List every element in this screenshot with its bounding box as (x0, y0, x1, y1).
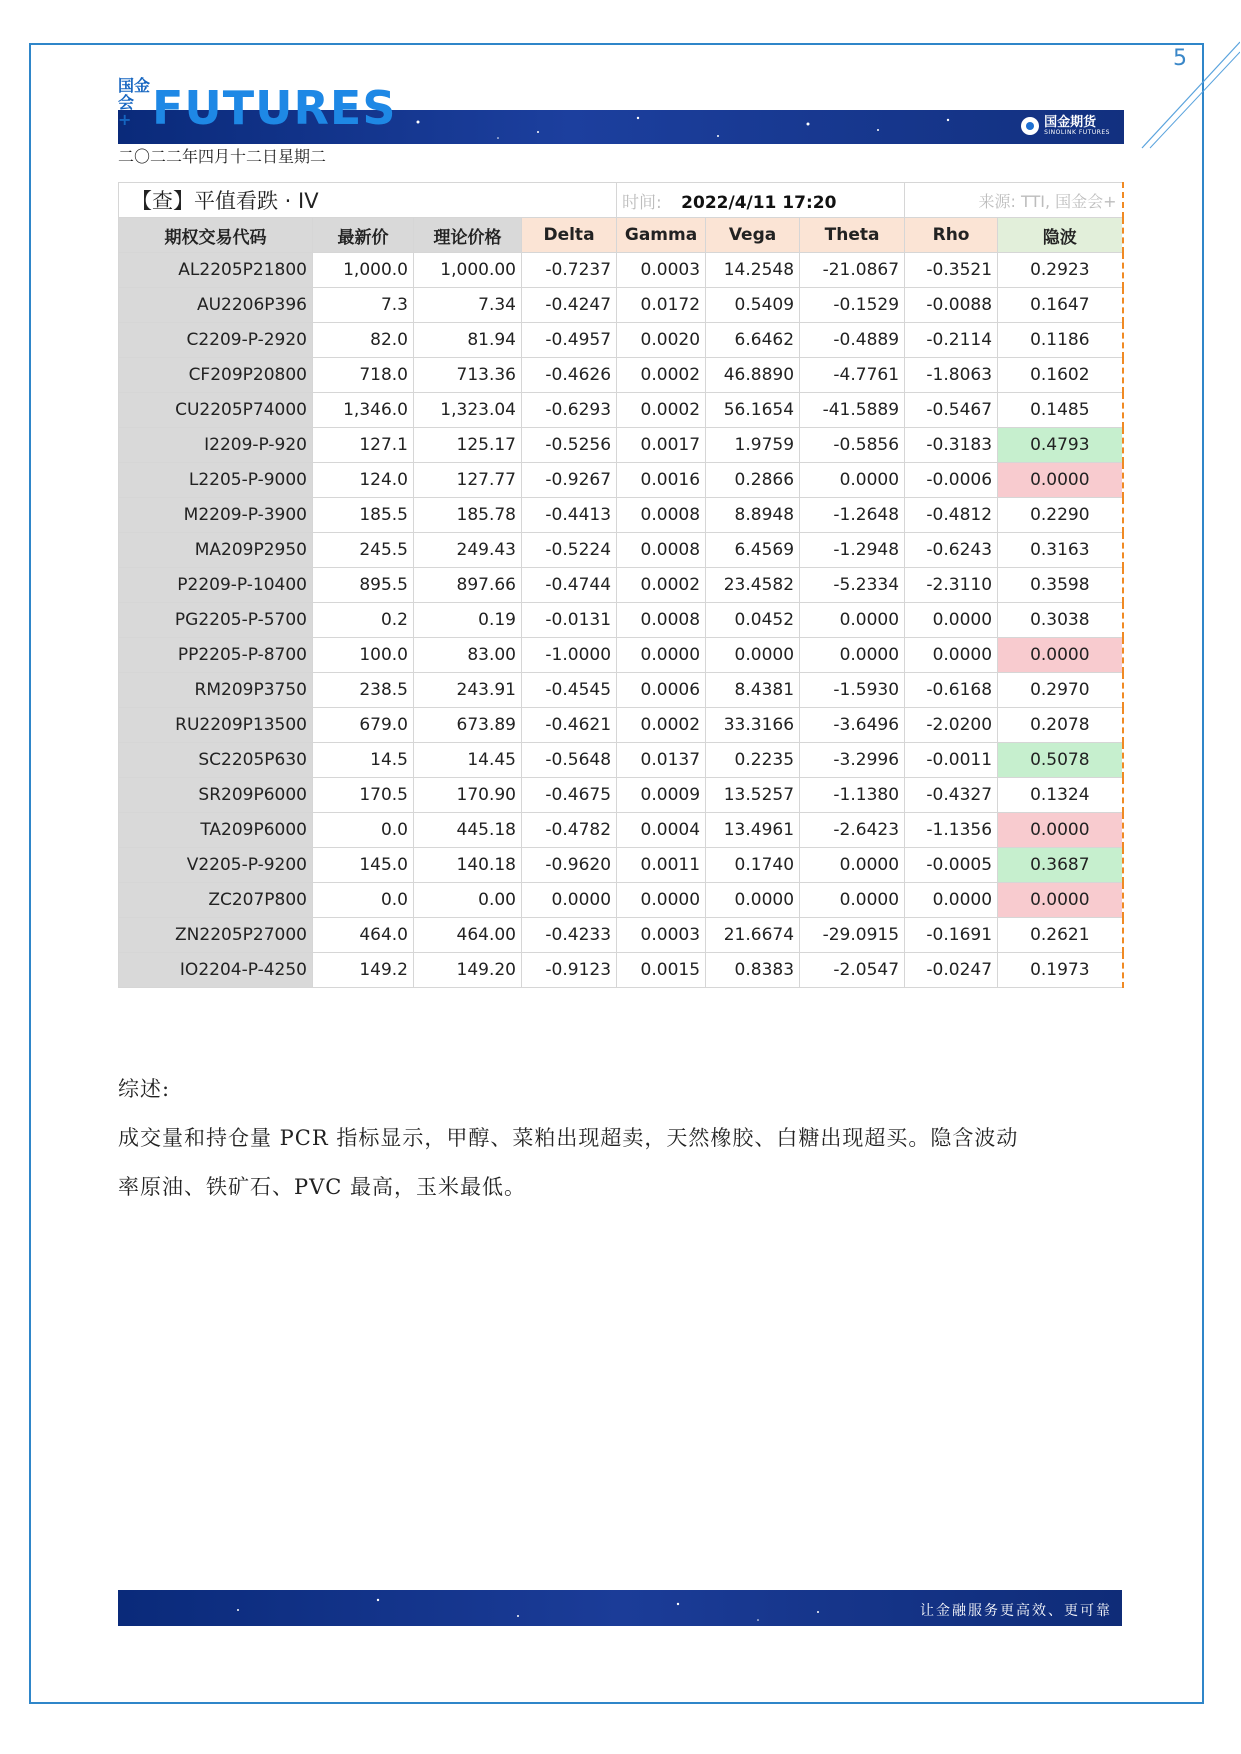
vega-cell: 13.4961 (706, 813, 800, 848)
vega-cell: 8.8948 (706, 498, 800, 533)
theory-price-cell: 14.45 (414, 743, 522, 778)
rho-cell: -1.8063 (905, 358, 998, 393)
iv-cell: 0.3163 (998, 533, 1123, 568)
last-price-cell: 14.5 (313, 743, 414, 778)
time-label: 时间: (622, 192, 662, 213)
vega-cell: 1.9759 (706, 428, 800, 463)
option-code-cell: SR209P6000 (119, 778, 313, 813)
rho-cell: -0.2114 (905, 323, 998, 358)
theta-cell: -4.7761 (800, 358, 905, 393)
rho-cell: -0.5467 (905, 393, 998, 428)
column-header: Rho (905, 218, 998, 253)
table-row (119, 778, 1123, 813)
last-price-cell: 0.0 (313, 813, 414, 848)
theory-price-cell: 249.43 (414, 533, 522, 568)
iv-cell: 0.1186 (998, 323, 1123, 358)
vega-cell: 13.5257 (706, 778, 800, 813)
theta-cell: -2.6423 (800, 813, 905, 848)
brand-logo (1021, 116, 1110, 136)
vega-cell: 0.0452 (706, 603, 800, 638)
vega-cell: 46.8890 (706, 358, 800, 393)
delta-cell: -0.4626 (522, 358, 617, 393)
table-row (119, 288, 1123, 323)
delta-cell: -0.5648 (522, 743, 617, 778)
options-table-wrap (118, 182, 1122, 988)
theta-cell: 0.0000 (800, 883, 905, 918)
gamma-cell: 0.0003 (617, 918, 706, 953)
vega-cell: 6.4569 (706, 533, 800, 568)
option-code-cell: ZN2205P27000 (119, 918, 313, 953)
table-row (119, 568, 1123, 603)
iv-cell: 0.2290 (998, 498, 1123, 533)
option-code-cell: PP2205-P-8700 (119, 638, 313, 673)
option-code-cell: TA209P6000 (119, 813, 313, 848)
theta-cell: 0.0000 (800, 463, 905, 498)
table-row (119, 953, 1123, 988)
gamma-cell: 0.0002 (617, 568, 706, 603)
rho-cell: -2.0200 (905, 708, 998, 743)
brand-name-en: SINOLINK FUTURES (1044, 129, 1110, 136)
table-row (119, 253, 1123, 288)
theta-cell: 0.0000 (800, 638, 905, 673)
table-row (119, 638, 1123, 673)
option-code-cell: IO2204-P-4250 (119, 953, 313, 988)
summary-section (118, 1065, 1118, 1212)
rho-cell: -0.3183 (905, 428, 998, 463)
theta-cell: 0.0000 (800, 603, 905, 638)
iv-cell: 0.2970 (998, 673, 1123, 708)
table-source: 来源: TTI, 国金会+ (905, 183, 1123, 218)
last-price-cell: 1,000.0 (313, 253, 414, 288)
last-price-cell: 679.0 (313, 708, 414, 743)
gamma-cell: 0.0137 (617, 743, 706, 778)
delta-cell: -0.4621 (522, 708, 617, 743)
theta-cell: -29.0915 (800, 918, 905, 953)
delta-cell: -0.4675 (522, 778, 617, 813)
theta-cell: -1.1380 (800, 778, 905, 813)
theory-price-cell: 170.90 (414, 778, 522, 813)
theta-cell: -21.0867 (800, 253, 905, 288)
table-row (119, 393, 1123, 428)
theta-cell: -3.2996 (800, 743, 905, 778)
last-price-cell: 82.0 (313, 323, 414, 358)
rho-cell: -0.0088 (905, 288, 998, 323)
last-price-cell: 1,346.0 (313, 393, 414, 428)
table-row (119, 673, 1123, 708)
gamma-cell: 0.0015 (617, 953, 706, 988)
table-header-row (119, 218, 1123, 253)
table-time (617, 183, 905, 218)
delta-cell: -0.9123 (522, 953, 617, 988)
rho-cell: -0.4327 (905, 778, 998, 813)
last-price-cell: 185.5 (313, 498, 414, 533)
last-price-cell: 7.3 (313, 288, 414, 323)
theta-cell: -0.4889 (800, 323, 905, 358)
iv-cell: 0.0000 (998, 463, 1123, 498)
table-row (119, 883, 1123, 918)
gamma-cell: 0.0004 (617, 813, 706, 848)
option-code-cell: P2209-P-10400 (119, 568, 313, 603)
table-row (119, 743, 1123, 778)
delta-cell: -0.4247 (522, 288, 617, 323)
option-code-cell: CU2205P74000 (119, 393, 313, 428)
theory-price-cell: 125.17 (414, 428, 522, 463)
gamma-cell: 0.0008 (617, 533, 706, 568)
theta-cell: -5.2334 (800, 568, 905, 603)
iv-cell: 0.4793 (998, 428, 1123, 463)
vega-cell: 56.1654 (706, 393, 800, 428)
rho-cell: 0.0000 (905, 603, 998, 638)
vega-cell: 0.0000 (706, 638, 800, 673)
delta-cell: -1.0000 (522, 638, 617, 673)
brand-mark-icon (1021, 117, 1039, 135)
summary-line: 率原油、铁矿石、PVC 最高，玉米最低。 (118, 1175, 527, 1199)
rho-cell: -0.4812 (905, 498, 998, 533)
last-price-cell: 100.0 (313, 638, 414, 673)
gamma-cell: 0.0002 (617, 708, 706, 743)
vega-cell: 0.5409 (706, 288, 800, 323)
delta-cell: -0.0131 (522, 603, 617, 638)
gamma-cell: 0.0008 (617, 498, 706, 533)
rho-cell: -2.3110 (905, 568, 998, 603)
rho-cell: -0.6243 (905, 533, 998, 568)
last-price-cell: 145.0 (313, 848, 414, 883)
gamma-cell: 0.0000 (617, 883, 706, 918)
rho-cell: -0.0005 (905, 848, 998, 883)
column-header: Vega (706, 218, 800, 253)
theory-price-cell: 81.94 (414, 323, 522, 358)
rho-cell: -0.0247 (905, 953, 998, 988)
option-code-cell: C2209-P-2920 (119, 323, 313, 358)
column-header: Theta (800, 218, 905, 253)
iv-cell: 0.2923 (998, 253, 1123, 288)
column-header: Delta (522, 218, 617, 253)
theory-price-cell: 445.18 (414, 813, 522, 848)
rho-cell: -1.1356 (905, 813, 998, 848)
table-row (119, 358, 1123, 393)
last-price-cell: 0.0 (313, 883, 414, 918)
delta-cell: -0.4957 (522, 323, 617, 358)
theta-cell: -1.2648 (800, 498, 905, 533)
gamma-cell: 0.0020 (617, 323, 706, 358)
last-price-cell: 149.2 (313, 953, 414, 988)
delta-cell: -0.5256 (522, 428, 617, 463)
iv-cell: 0.1647 (998, 288, 1123, 323)
delta-cell: -0.9620 (522, 848, 617, 883)
delta-cell: -0.9267 (522, 463, 617, 498)
vega-cell: 21.6674 (706, 918, 800, 953)
logo-cn (118, 77, 152, 128)
iv-cell: 0.0000 (998, 638, 1123, 673)
option-code-cell: L2205-P-9000 (119, 463, 313, 498)
iv-cell: 0.2621 (998, 918, 1123, 953)
option-code-cell: RU2209P13500 (119, 708, 313, 743)
column-header: 隐波 (998, 218, 1123, 253)
gamma-cell: 0.0009 (617, 778, 706, 813)
last-price-cell: 0.2 (313, 603, 414, 638)
column-header: 最新价 (313, 218, 414, 253)
delta-cell: -0.6293 (522, 393, 617, 428)
report-date: 二〇二二年四月十二日星期二 (118, 147, 327, 166)
theta-cell: -41.5889 (800, 393, 905, 428)
delta-cell: -0.5224 (522, 533, 617, 568)
option-code-cell: CF209P20800 (119, 358, 313, 393)
theta-cell: -2.0547 (800, 953, 905, 988)
last-price-cell: 170.5 (313, 778, 414, 813)
iv-cell: 0.1324 (998, 778, 1123, 813)
iv-cell: 0.3687 (998, 848, 1123, 883)
logo-cn-line1: 国金 (118, 76, 151, 95)
theory-price-cell: 149.20 (414, 953, 522, 988)
vega-cell: 0.8383 (706, 953, 800, 988)
table-row (119, 813, 1123, 848)
theory-price-cell: 1,000.00 (414, 253, 522, 288)
gamma-cell: 0.0003 (617, 253, 706, 288)
last-price-cell: 127.1 (313, 428, 414, 463)
gamma-cell: 0.0172 (617, 288, 706, 323)
theory-price-cell: 243.91 (414, 673, 522, 708)
delta-cell: -0.4782 (522, 813, 617, 848)
iv-cell: 0.1973 (998, 953, 1123, 988)
theory-price-cell: 897.66 (414, 568, 522, 603)
last-price-cell: 245.5 (313, 533, 414, 568)
table-title: 【查】平值看跌 · IV (119, 183, 617, 218)
option-code-cell: I2209-P-920 (119, 428, 313, 463)
option-code-cell: MA209P2950 (119, 533, 313, 568)
theory-price-cell: 83.00 (414, 638, 522, 673)
brand-name-cn: 国金期货 (1044, 115, 1097, 130)
iv-cell: 0.0000 (998, 813, 1123, 848)
delta-cell: -0.4545 (522, 673, 617, 708)
theta-cell: -3.6496 (800, 708, 905, 743)
theory-price-cell: 464.00 (414, 918, 522, 953)
theory-price-cell: 713.36 (414, 358, 522, 393)
logo-cn-line2: 会 + (118, 93, 135, 129)
table-row (119, 848, 1123, 883)
rho-cell: -0.3521 (905, 253, 998, 288)
gamma-cell: 0.0002 (617, 393, 706, 428)
last-price-cell: 124.0 (313, 463, 414, 498)
theory-price-cell: 127.77 (414, 463, 522, 498)
option-code-cell: RM209P3750 (119, 673, 313, 708)
table-row (119, 498, 1123, 533)
vega-cell: 33.3166 (706, 708, 800, 743)
last-price-cell: 238.5 (313, 673, 414, 708)
rho-cell: 0.0000 (905, 638, 998, 673)
delta-cell: -0.4413 (522, 498, 617, 533)
theta-cell: -0.1529 (800, 288, 905, 323)
option-code-cell: ZC207P800 (119, 883, 313, 918)
theta-cell: 0.0000 (800, 848, 905, 883)
gamma-cell: 0.0011 (617, 848, 706, 883)
delta-cell: -0.4744 (522, 568, 617, 603)
delta-cell: 0.0000 (522, 883, 617, 918)
column-header: Gamma (617, 218, 706, 253)
theory-price-cell: 673.89 (414, 708, 522, 743)
theta-cell: -0.5856 (800, 428, 905, 463)
iv-cell: 0.0000 (998, 883, 1123, 918)
iv-cell: 0.3038 (998, 603, 1123, 638)
gamma-cell: 0.0016 (617, 463, 706, 498)
column-header: 期权交易代码 (119, 218, 313, 253)
summary-line: 成交量和持仓量 PCR 指标显示，甲醇、菜粕出现超卖，天然橡胶、白糖出现超买。隐含波动 (118, 1126, 1019, 1150)
vega-cell: 0.2235 (706, 743, 800, 778)
vega-cell: 6.6462 (706, 323, 800, 358)
last-price-cell: 895.5 (313, 568, 414, 603)
vega-cell: 23.4582 (706, 568, 800, 603)
iv-cell: 0.5078 (998, 743, 1123, 778)
delta-cell: -0.4233 (522, 918, 617, 953)
footer-banner (118, 1590, 1122, 1626)
table-row (119, 533, 1123, 568)
options-table (118, 182, 1124, 988)
rho-cell: -0.1691 (905, 918, 998, 953)
rho-cell: -0.6168 (905, 673, 998, 708)
vega-cell: 14.2548 (706, 253, 800, 288)
vega-cell: 0.0000 (706, 883, 800, 918)
theory-price-cell: 140.18 (414, 848, 522, 883)
rho-cell: 0.0000 (905, 883, 998, 918)
theory-price-cell: 185.78 (414, 498, 522, 533)
delta-cell: -0.7237 (522, 253, 617, 288)
last-price-cell: 718.0 (313, 358, 414, 393)
table-row (119, 708, 1123, 743)
table-row (119, 323, 1123, 358)
table-title-row (119, 183, 1123, 218)
gamma-cell: 0.0017 (617, 428, 706, 463)
rho-cell: -0.0006 (905, 463, 998, 498)
iv-cell: 0.1602 (998, 358, 1123, 393)
vega-cell: 0.2866 (706, 463, 800, 498)
theory-price-cell: 1,323.04 (414, 393, 522, 428)
table-row (119, 918, 1123, 953)
iv-cell: 0.2078 (998, 708, 1123, 743)
theta-cell: -1.2948 (800, 533, 905, 568)
option-code-cell: SC2205P630 (119, 743, 313, 778)
vega-cell: 8.4381 (706, 673, 800, 708)
option-code-cell: AL2205P21800 (119, 253, 313, 288)
option-code-cell: AU2206P396 (119, 288, 313, 323)
theory-price-cell: 0.00 (414, 883, 522, 918)
futures-logo (118, 76, 397, 135)
theory-price-cell: 7.34 (414, 288, 522, 323)
gamma-cell: 0.0002 (617, 358, 706, 393)
table-row (119, 463, 1123, 498)
theta-cell: -1.5930 (800, 673, 905, 708)
footer-slogan: 让金融服务更高效、更可靠 (920, 1603, 1112, 1619)
table-row (119, 603, 1123, 638)
option-code-cell: PG2205-P-5700 (119, 603, 313, 638)
column-header: 理论价格 (414, 218, 522, 253)
summary-heading: 综述: (118, 1077, 171, 1101)
corner-decoration (1140, 40, 1240, 150)
time-value: 2022/4/11 17:20 (681, 192, 837, 213)
page-number: 5 (1173, 46, 1187, 71)
gamma-cell: 0.0006 (617, 673, 706, 708)
gamma-cell: 0.0000 (617, 638, 706, 673)
theory-price-cell: 0.19 (414, 603, 522, 638)
last-price-cell: 464.0 (313, 918, 414, 953)
rho-cell: -0.0011 (905, 743, 998, 778)
iv-cell: 0.1485 (998, 393, 1123, 428)
option-code-cell: M2209-P-3900 (119, 498, 313, 533)
gamma-cell: 0.0008 (617, 603, 706, 638)
table-row (119, 428, 1123, 463)
option-code-cell: V2205-P-9200 (119, 848, 313, 883)
vega-cell: 0.1740 (706, 848, 800, 883)
iv-cell: 0.3598 (998, 568, 1123, 603)
logo-en: FUTURES (152, 81, 397, 135)
